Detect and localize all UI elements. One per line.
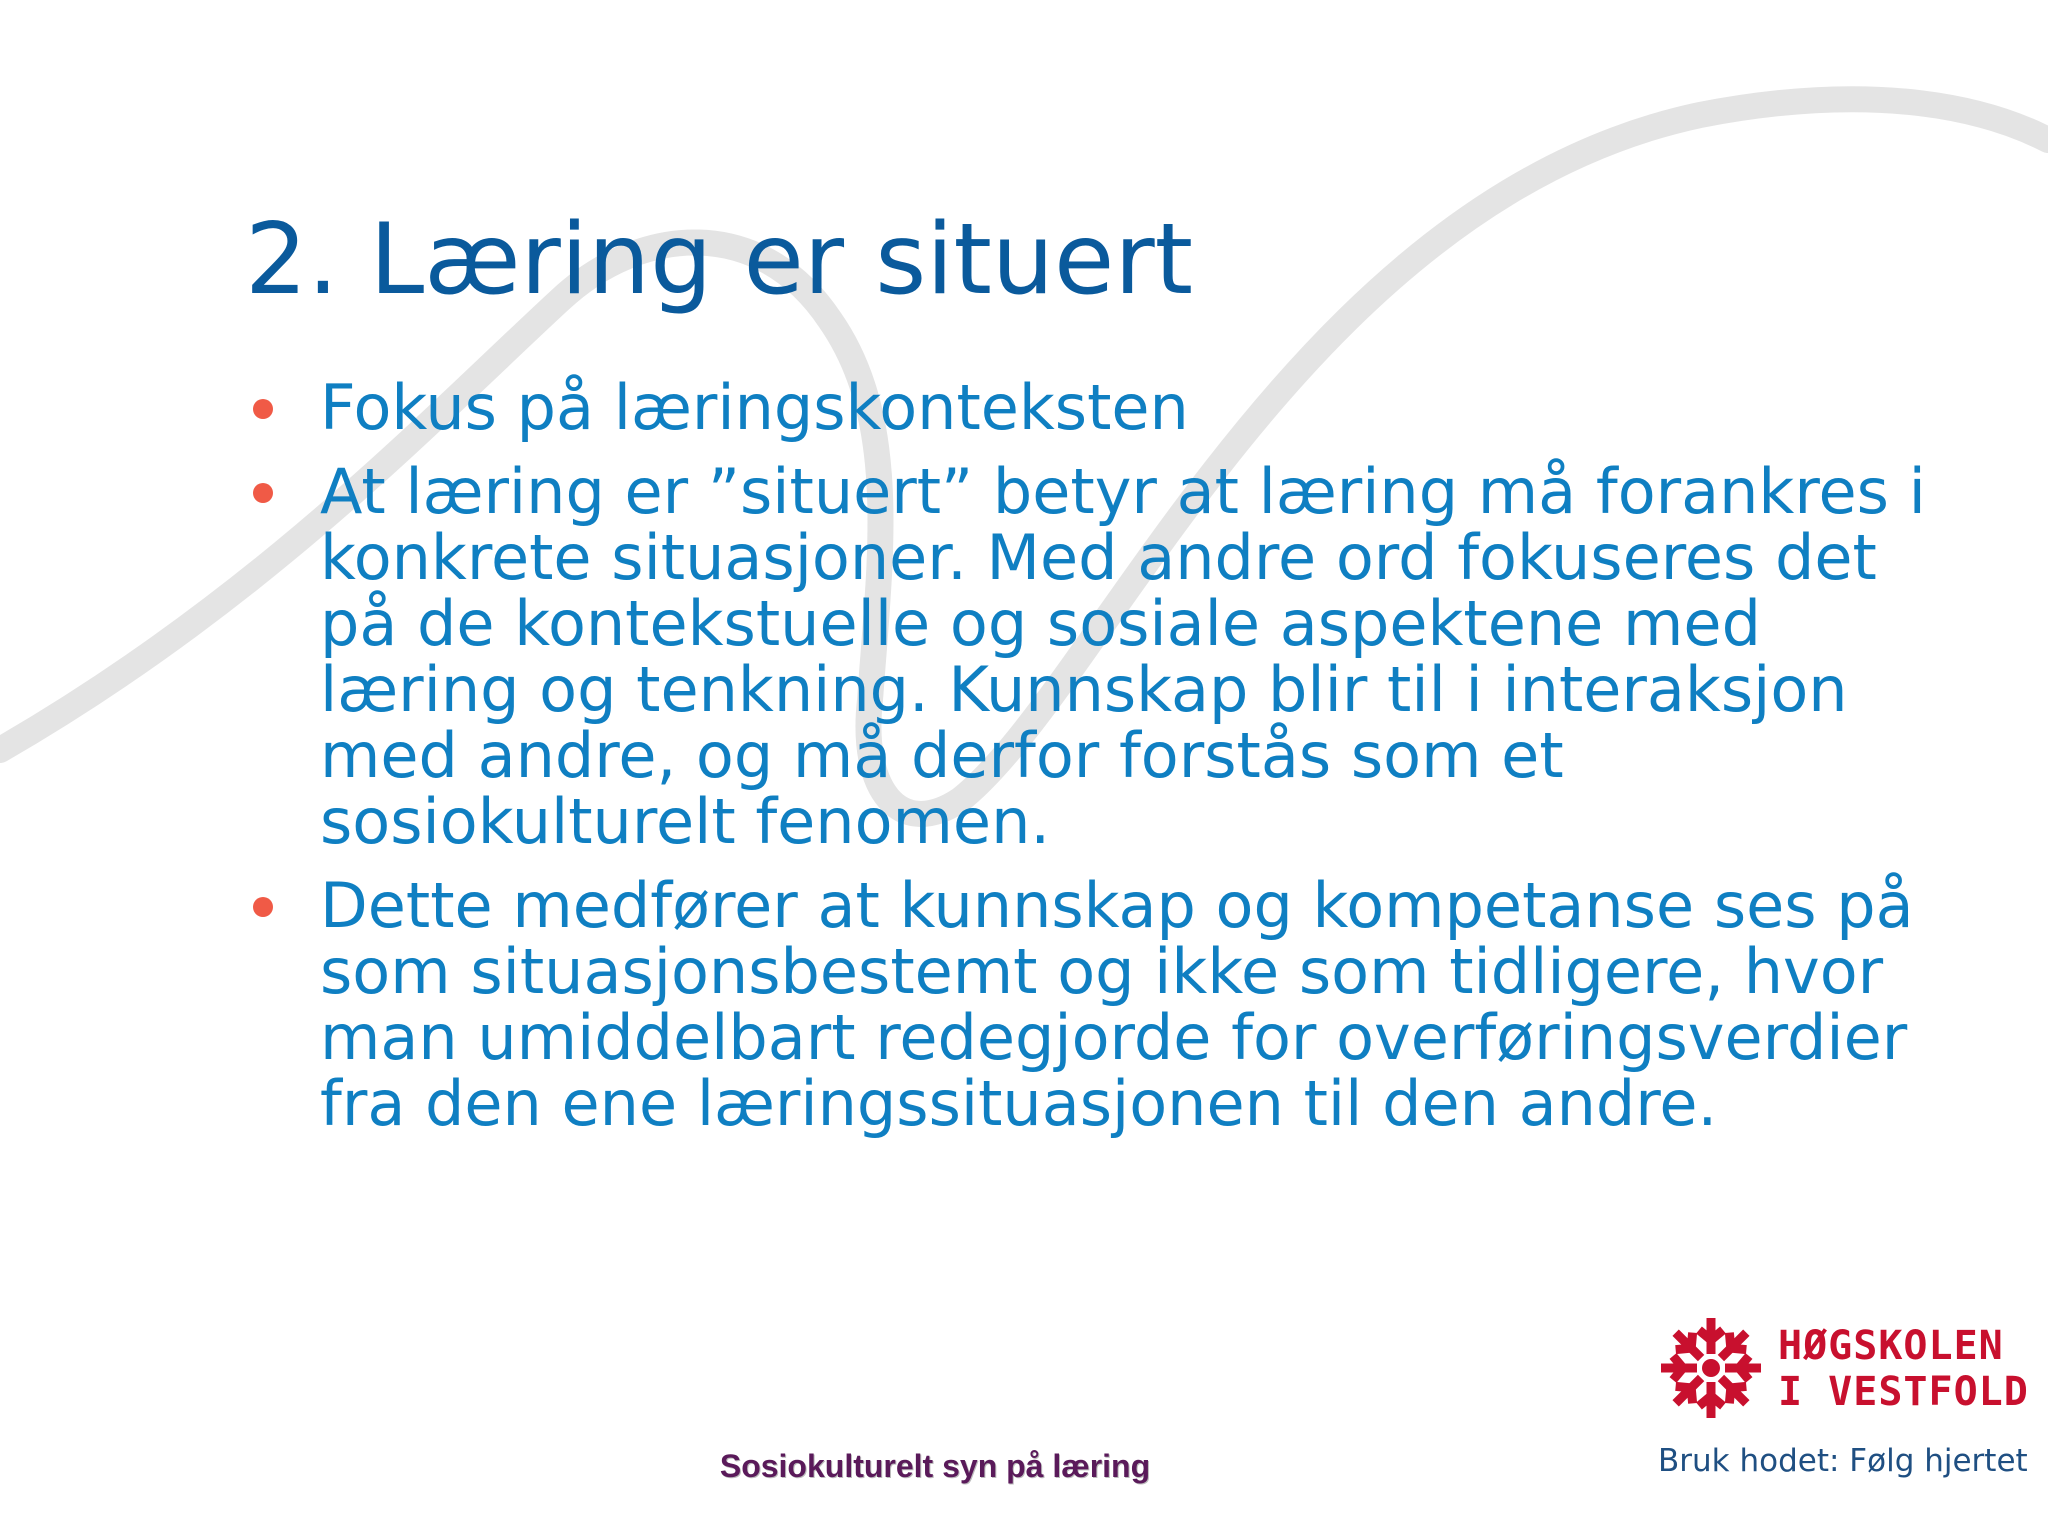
logo-slogan: Bruk hodet: Følg hjertet xyxy=(1658,1443,2028,1479)
slide-footer: Sosiokulturelt syn på læring xyxy=(719,1448,1151,1484)
bullet-dot-icon xyxy=(253,399,273,419)
bullet-text: Dette medfører at kunnskap og kompetanse ses på som situasjonsbestemt og ikke som tidligere, hvor man umiddelbart redegjorde for overføringsverdier fra den ene læringssituasjonen til den andre. xyxy=(320,869,1914,1140)
bullet-item xyxy=(245,455,1965,858)
bullet-dot-icon xyxy=(253,897,273,917)
slide-title: 2. Læring er situert xyxy=(245,203,1194,317)
logo-name-line1: HØGSKOLEN xyxy=(1778,1323,2004,1369)
bullet-dot-icon xyxy=(253,483,273,503)
institution-logo xyxy=(1650,1305,2029,1485)
bullet-text: At læring er ”situert” betyr at læring må forankres i konkrete situasjoner. Med andre ord fokuseres det på de kontekstuelle og sosiale aspektene med læring og tenkning. Kunnskap blir til i interaksjon med andre, og må derfor forstås som et sosiokulturelt fenomen. xyxy=(320,455,1926,858)
snowflake-logo-icon xyxy=(1656,1313,1766,1423)
bullet-item xyxy=(245,371,1965,444)
bullet-list xyxy=(245,371,1965,1155)
logo-name-line2: I VESTFOLD xyxy=(1778,1369,2029,1415)
bullet-text: Fokus på læringskonteksten xyxy=(320,371,1189,444)
bullet-item xyxy=(245,869,1965,1140)
logo-name xyxy=(1778,1323,2029,1415)
